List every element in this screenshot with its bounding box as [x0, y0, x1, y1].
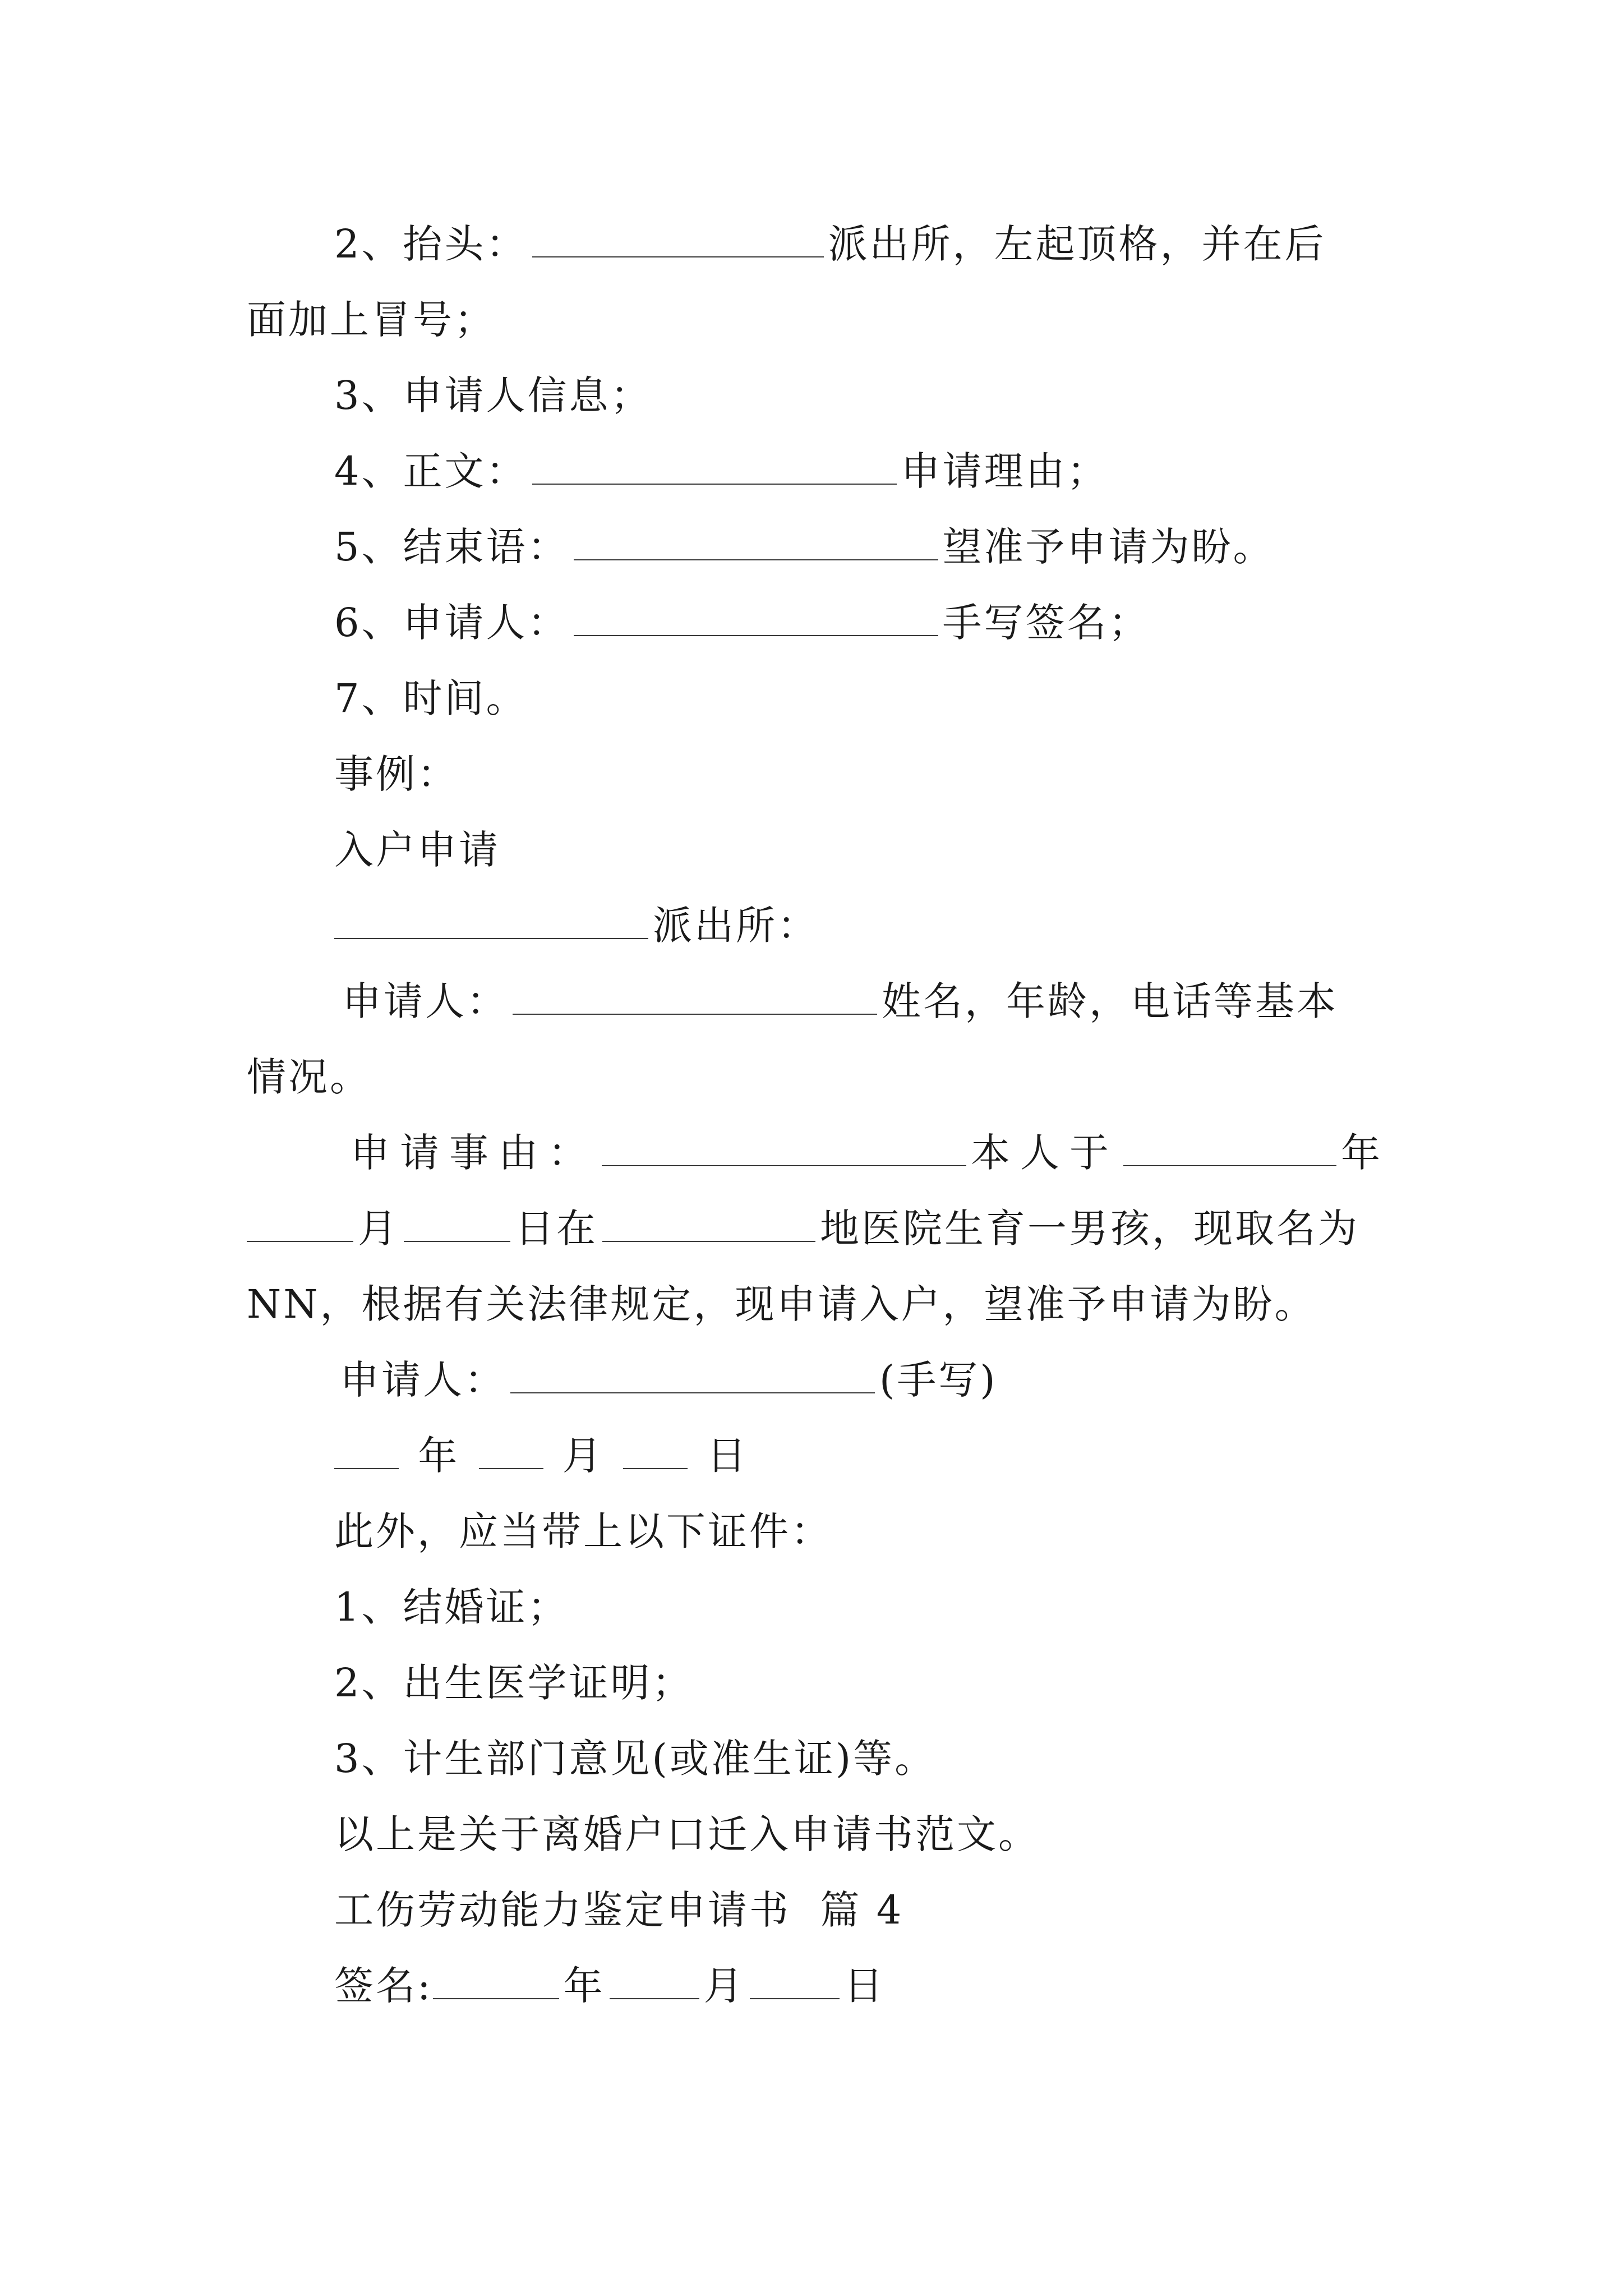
blank-underline	[479, 1428, 543, 1469]
text: 申请事由：	[351, 1130, 597, 1176]
blank-underline	[532, 443, 897, 485]
text: 签名:	[334, 1963, 433, 2009]
text: 4、正文：	[334, 448, 528, 494]
text: 年	[1341, 1130, 1390, 1176]
blank-underline	[334, 1428, 399, 1469]
text: 工伤劳动能力鉴定申请书 篇 4	[334, 1887, 904, 1933]
section-label	[334, 746, 459, 802]
list-item	[334, 670, 528, 726]
text: 2、抬头：	[334, 221, 528, 267]
paragraph-heading-item	[334, 216, 1326, 272]
text: 面加上冒号；	[247, 297, 496, 343]
list-item	[334, 1579, 569, 1635]
text: 以上是关于离婚户口迁入申请书范文。	[334, 1811, 1040, 1857]
paragraph-continuation	[247, 1049, 371, 1105]
text: 地医院生育一男孩，现取名为	[820, 1205, 1359, 1251]
example-title	[334, 822, 500, 878]
signature-line	[340, 1352, 998, 1408]
paragraph	[334, 1806, 1040, 1862]
text: 年	[418, 1433, 460, 1479]
blank-underline	[574, 519, 938, 560]
reason-line-continued	[247, 1200, 1359, 1257]
text: 6、申请人：	[334, 600, 569, 646]
signature-date-line	[334, 1958, 886, 2014]
text: 5、结束语：	[334, 524, 569, 570]
text: 3、计生部门意见(或准生证)等。	[334, 1736, 937, 1782]
blank-underline	[247, 1200, 353, 1242]
text: 月	[562, 1433, 604, 1479]
text: 姓名，年龄，电话等基本	[882, 978, 1338, 1024]
list-item	[334, 1731, 936, 1787]
blank-underline	[602, 1200, 815, 1242]
text: (手写)	[879, 1357, 998, 1403]
text: 申请人：	[340, 1357, 506, 1403]
text: 望准予申请为盼。	[942, 524, 1275, 570]
text: 入户申请	[334, 827, 500, 873]
blank-underline	[750, 1958, 840, 1999]
blank-underline	[1123, 1125, 1336, 1166]
text: 7、时间。	[334, 675, 528, 721]
blank-underline	[510, 1352, 875, 1393]
text: 申请人：	[342, 978, 508, 1024]
text: 日	[843, 1963, 886, 2009]
text: NN，根据有关法律规定，现申请入户，望准予申请为盼。	[247, 1281, 1316, 1327]
text: 情况。	[247, 1054, 371, 1100]
blank-underline	[602, 1125, 966, 1166]
text: 本人于	[971, 1130, 1119, 1176]
text: 日	[707, 1433, 749, 1479]
list-item	[334, 595, 1150, 651]
text: 月	[358, 1205, 399, 1251]
paragraph-continuation	[247, 292, 496, 348]
paragraph	[334, 1503, 832, 1559]
blank-underline	[532, 216, 824, 257]
paragraph-continuation	[247, 1276, 1316, 1332]
blank-underline	[513, 973, 877, 1015]
section-heading	[334, 1882, 903, 1938]
text: 手写签名；	[942, 600, 1150, 646]
reason-line	[351, 1125, 1390, 1181]
text: 日在	[515, 1205, 598, 1251]
applicant-line	[342, 973, 1338, 1029]
list-item	[334, 367, 652, 424]
date-line	[334, 1428, 748, 1484]
list-item	[334, 1655, 694, 1711]
list-item	[334, 519, 1275, 575]
blank-underline	[574, 595, 938, 636]
text: 派出所：	[653, 903, 819, 949]
text: 年	[563, 1963, 605, 2009]
addressee-line	[334, 898, 819, 954]
blank-underline	[433, 1958, 559, 1999]
blank-underline	[610, 1958, 699, 1999]
blank-underline	[623, 1428, 688, 1469]
text: 事例：	[334, 751, 459, 797]
text: 1、结婚证；	[334, 1584, 569, 1630]
text: 此外，应当带上以下证件：	[334, 1508, 832, 1554]
text: 申请理由；	[901, 448, 1109, 494]
list-item	[334, 443, 1109, 499]
text: 派出所，左起顶格，并在后	[828, 221, 1326, 267]
text: 3、申请人信息；	[334, 372, 652, 418]
text: 月	[703, 1963, 745, 2009]
blank-underline	[334, 898, 648, 939]
text: 2、出生医学证明；	[334, 1660, 694, 1706]
blank-underline	[404, 1200, 510, 1242]
